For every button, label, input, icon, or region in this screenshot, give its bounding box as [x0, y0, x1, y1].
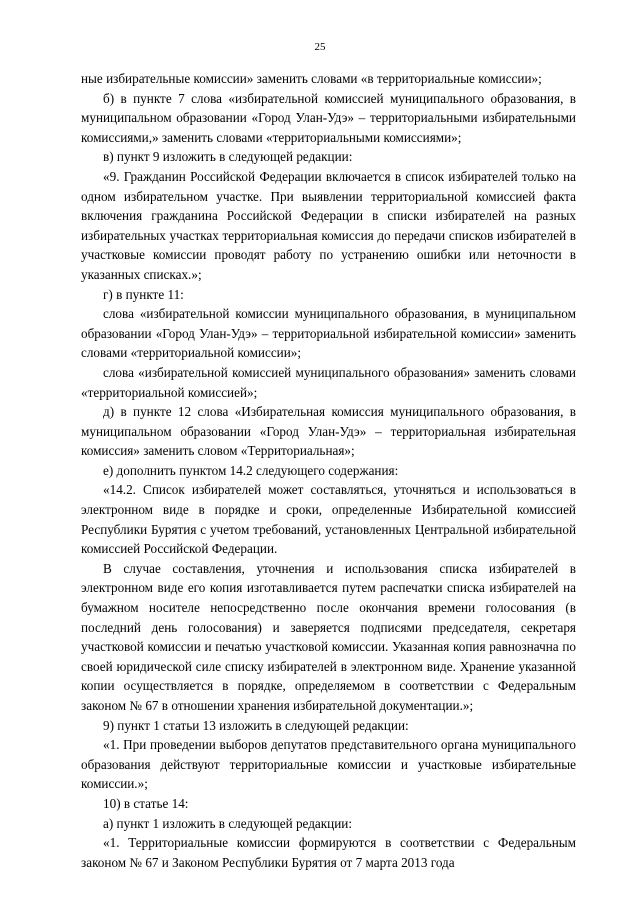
paragraph-point-9-text: «9. Гражданин Российской Федерации включается в список избирателей только на одном избирательном участке. При выявлении территориальной комиссией факта включения гражданина Российской Федерации в списки избирателей на разных избирательных участках территориальная комиссия до передачи списков избирателей в участковые комиссии проводят работу по устранению ошибки или неточности в указанных списках.»;	[81, 168, 576, 282]
paragraph-article-14-text: «1. Территориальные комиссии формируются в соответствии с Федеральным законом № 67 и Законом Республики Бурятия от 7 марта 2013 года	[81, 835, 576, 870]
paragraph-item-g-words-2: слова «избирательной комиссией муниципального образования» заменить словами «территориальной комиссией»;	[81, 364, 576, 400]
paragraph-item-d: д) в пункте 12 слова «Избирательная комиссия муниципального образования, в муниципальном образовании «Город Улан-Удэ» – территориальная избирательная комиссия» заменить словом «Территориальная»;	[81, 404, 576, 459]
paragraph-item-a: а) пункт 1 изложить в следующей редакции:	[103, 815, 353, 831]
paragraph-item-e: е) дополнить пунктом 14.2 следующего содержания:	[103, 462, 399, 478]
paragraph-item-v: в) пункт 9 изложить в следующей редакции:	[103, 149, 353, 165]
paragraph-item-9: 9) пункт 1 статьи 13 изложить в следующей редакции:	[103, 717, 409, 733]
paragraph-item-10: 10) в статье 14:	[103, 795, 189, 811]
paragraph-continuation: ные избирательные комиссии» заменить словами «в территориальные комиссии»;	[81, 71, 542, 86]
paragraph-item-b: б) в пункте 7 слова «избирательной комиссией муниципального образования, в муниципальном образовании «Город Улан-Удэ» – территориальными избирательными комиссиями,» заменить словами «территориальными комиссиями»;	[81, 90, 576, 145]
paragraph-electronic-list: В случае составления, уточнения и использования списка избирателей в электронном виде его копия изготавливается путем распечатки списка избирателей на бумажном носителе непосредственно после окончания времени голосования (в последний день голосования) и заверяется подписями председателя, секретаря участковой комиссии и печатью участковой комиссии. Указанная копия равнозначна по своей юридической силе списку избирателей в электронном виде. Хранение указанной копии осуществляется в порядке, определяемом в соответствии с Федеральным законом № 67 в отношении хранения избирательной документации.»;	[81, 560, 576, 713]
page-number: 25	[314, 41, 326, 53]
paragraph-item-g-words-1: слова «избирательной комиссии муниципального образования, в муниципальном образовании «Город Улан-Удэ» – территориальной избирательной комиссии» заменить словами «территориальной комиссии»;	[81, 306, 576, 361]
paragraph-item-g: г) в пункте 11:	[103, 286, 184, 302]
paragraph-article-13-text: «1. При проведении выборов депутатов представительного органа муниципального образования действуют территориальные комиссии и участковые избирательные комиссии.»;	[81, 737, 576, 792]
document-body	[81, 69, 576, 872]
paragraph-point-14-2-text: «14.2. Список избирателей может составляться, уточняться и использоваться в электронном виде в порядке и сроки, определенные Избирательной комиссией Республики Бурятия с учетом требований, установленных Центральной избирательной комиссией Российской Федерации.	[81, 482, 576, 557]
